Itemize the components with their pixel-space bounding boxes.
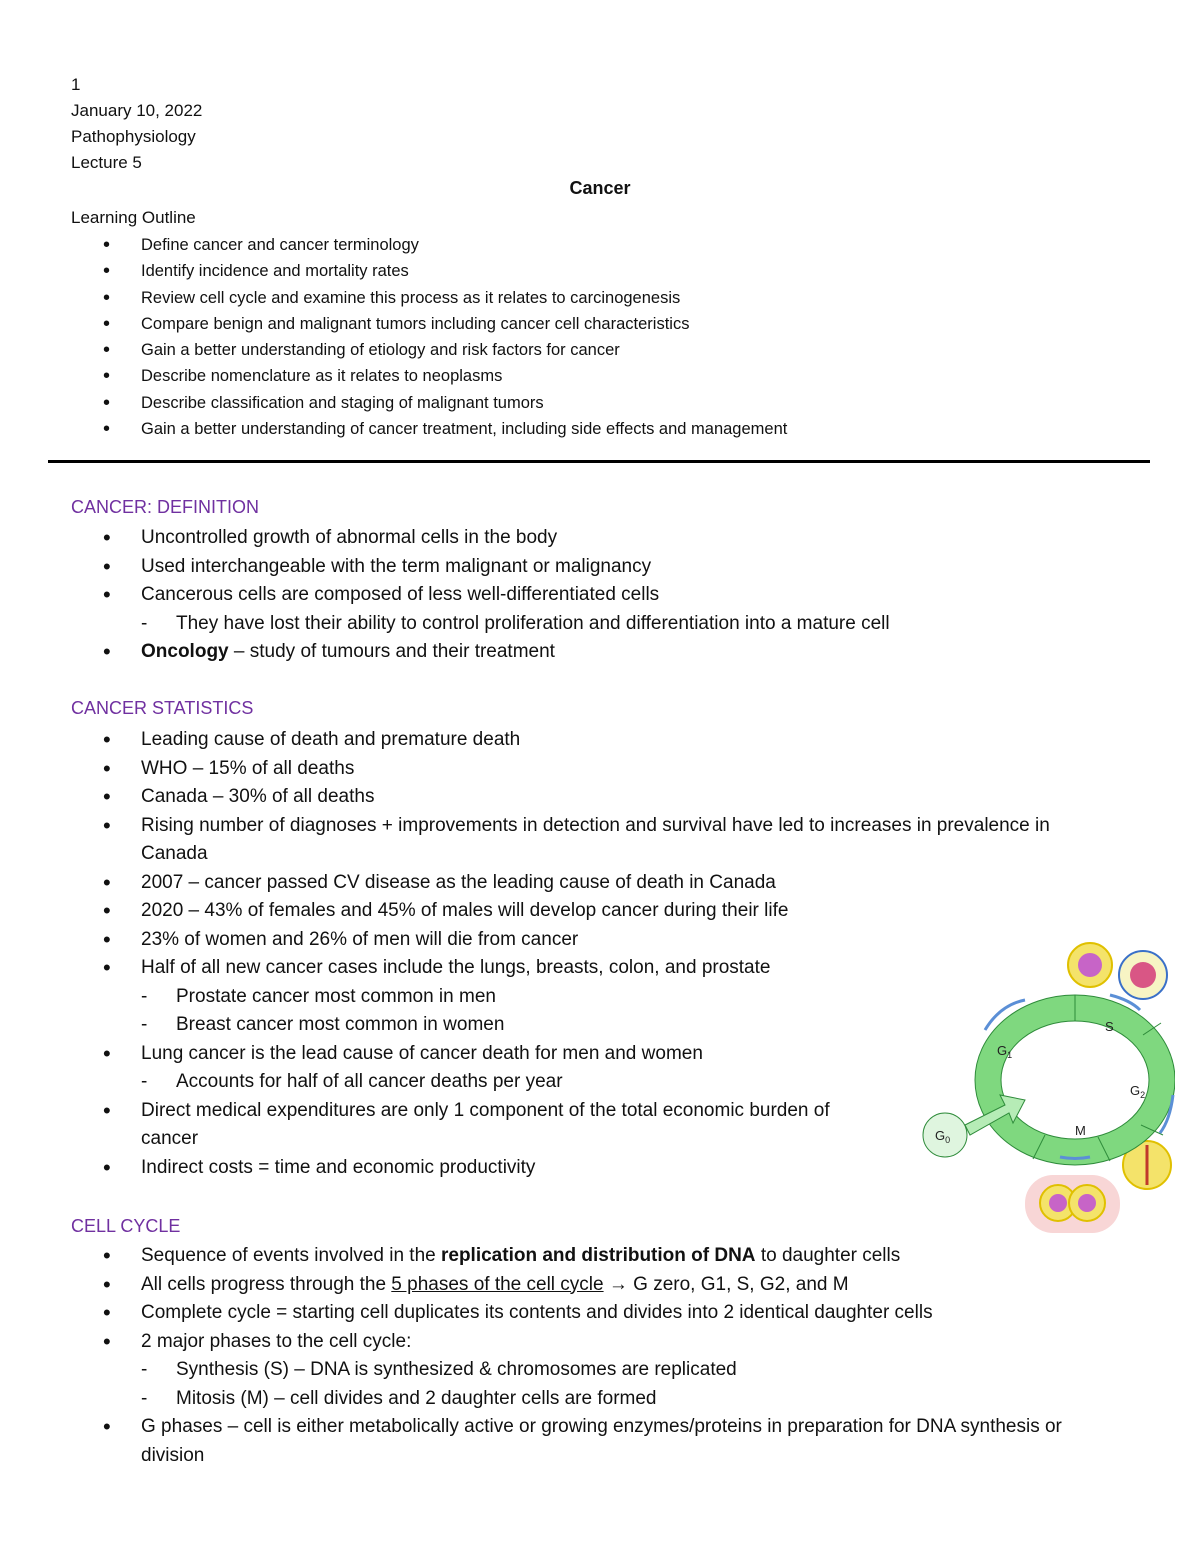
list-item: • Uncontrolled growth of abnormal cells in the body: [71, 524, 890, 553]
sub-list-item: - Mitosis (M) – cell divides and 2 daughter cells are formed: [71, 1385, 1081, 1414]
course-name: Pathophysiology: [71, 127, 196, 146]
statistics-list: [71, 726, 1061, 1182]
statistics-heading: CANCER STATISTICS: [71, 698, 254, 718]
bold-text: replication and distribution of DNA: [440, 1245, 756, 1266]
outline-item: • Compare benign and malignant tumors including cancer cell characteristics: [71, 311, 787, 337]
cell-cycle-diagram: [915, 935, 1175, 1240]
date: January 10, 2022: [71, 101, 203, 120]
outline-item: • Gain a better understanding of etiology and risk factors for cancer: [71, 337, 787, 363]
phase-label-g1: $G_1$: [997, 1043, 1013, 1060]
ring-outline-inner: [1001, 1021, 1149, 1139]
list-item: • Lung cancer is the lead cause of cancer death for men and women: [71, 1040, 1061, 1069]
list-item: • Direct medical expenditures are only 1 component of the total economic burden of cancer: [71, 1097, 861, 1154]
list-item: • Leading cause of death and premature death: [71, 726, 1061, 755]
outline-item: • Gain a better understanding of cancer treatment, including side effects and management: [71, 416, 787, 442]
cell-cycle-heading: CELL CYCLE: [71, 1216, 181, 1236]
cycle-arrow-icon: [1060, 1157, 1090, 1159]
list-item: • Cancerous cells are composed of less well-differentiated cells: [71, 581, 890, 610]
outline-item: • Define cancer and cancer terminology: [71, 232, 787, 258]
sub-list-item: - Accounts for half of all cancer deaths per year: [71, 1068, 1061, 1097]
phase-label-s: S: [1105, 1019, 1114, 1034]
outline-heading: Learning Outline: [71, 208, 196, 227]
underlined-text: 5 phases of the cell cycle: [391, 1273, 604, 1295]
list-item: • Canada – 30% of all deaths: [71, 783, 1061, 812]
outline-item: • Review cell cycle and examine this process as it relates to carcinogenesis: [71, 285, 787, 311]
text-run: → G zero, G1, S, G2, and M: [603, 1273, 849, 1295]
text-run: Sequence of events involved in the: [141, 1245, 441, 1266]
nucleus-illustration: [1049, 1194, 1067, 1212]
chromosome-illustration: [1130, 962, 1156, 988]
nucleus-illustration: [1078, 953, 1102, 977]
list-item: • 2 major phases to the cell cycle:: [71, 1328, 1081, 1357]
text-run: to daughter cells: [755, 1245, 901, 1266]
sub-list-item: - They have lost their ability to control proliferation and differentiation into a mature cell: [71, 610, 890, 639]
sub-list-item: - Breast cancer most common in women: [71, 1011, 1061, 1040]
text-run: All cells progress through the: [141, 1273, 392, 1295]
sub-list-item: - Synthesis (S) – DNA is synthesized & chromosomes are replicated: [71, 1356, 1081, 1385]
list-item: [71, 1242, 1081, 1271]
lecture-number: Lecture 5: [71, 153, 142, 172]
sub-list-item: - Prostate cancer most common in men: [71, 983, 1061, 1012]
definition-list: [71, 524, 890, 667]
outline-item: • Describe classification and staging of malignant tumors: [71, 390, 787, 416]
oncology-term: Oncology: [141, 641, 229, 662]
oncology-definition: – study of tumours and their treatment: [228, 641, 555, 662]
list-item: • G phases – cell is either metabolically active or growing enzymes/proteins in preparation for DNA synthesis or division: [71, 1413, 1081, 1470]
list-item: • 2007 – cancer passed CV disease as the leading cause of death in Canada: [71, 869, 1061, 898]
outline-item: • Identify incidence and mortality rates: [71, 258, 787, 284]
definition-heading: CANCER: DEFINITION: [71, 497, 260, 517]
divider: [48, 460, 1150, 463]
list-item: • WHO – 15% of all deaths: [71, 755, 1061, 784]
learning-outline: [71, 232, 787, 442]
list-item: • Complete cycle = starting cell duplicates its contents and divides into 2 identical daughter cells: [71, 1299, 1081, 1328]
page-number: 1: [71, 75, 81, 94]
list-item: • 2020 – 43% of females and 45% of males will develop cancer during their life: [71, 897, 1061, 926]
list-item: • 23% of women and 26% of men will die from cancer: [71, 926, 1061, 955]
page-title: Cancer: [569, 178, 631, 198]
phase-label-g0: $G_0$: [935, 1128, 951, 1145]
phase-label-g2: $G_2$: [1130, 1083, 1146, 1100]
cell-cycle-list: [71, 1242, 1081, 1470]
outline-item: • Describe nomenclature as it relates to neoplasms: [71, 363, 787, 389]
list-item: [71, 1271, 1081, 1300]
list-item: • Rising number of diagnoses + improvements in detection and survival have led to increases in prevalence in Canada: [71, 812, 1061, 869]
list-item: • Indirect costs = time and economic productivity: [71, 1154, 1061, 1183]
list-item: [71, 638, 890, 667]
nucleus-illustration: [1078, 1194, 1096, 1212]
phase-label-m: M: [1075, 1123, 1086, 1138]
list-item: • Half of all new cancer cases include the lungs, breasts, colon, and prostate: [71, 954, 1061, 983]
list-item: • Used interchangeable with the term malignant or malignancy: [71, 553, 890, 582]
